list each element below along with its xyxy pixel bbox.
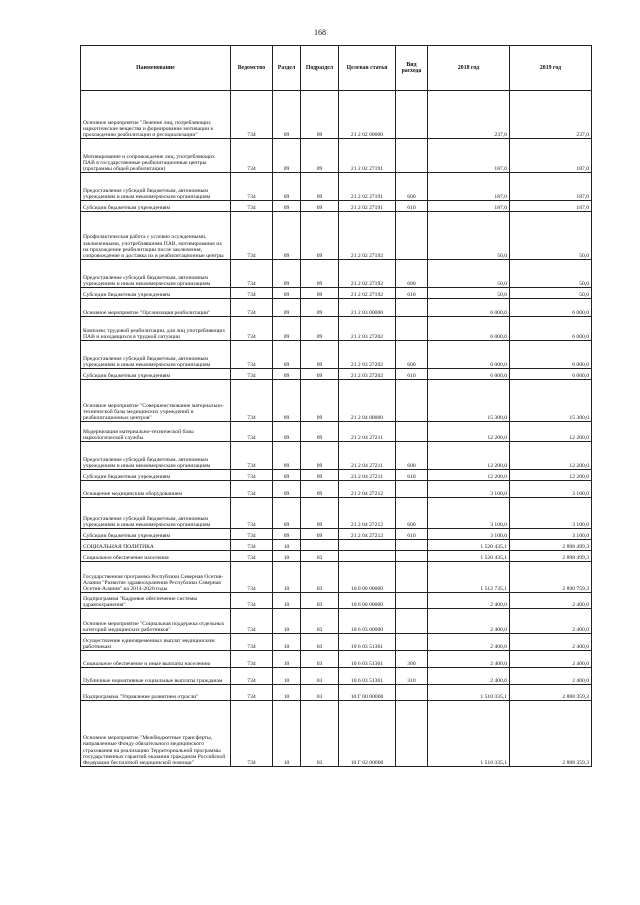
cell-razdel: 10 <box>273 668 301 685</box>
cell-razdel: 09 <box>273 481 301 498</box>
cell-name: Публичные нормативные социальные выплаты гражданам <box>81 668 231 685</box>
cell-ved: 734 <box>231 498 273 529</box>
cell-2018: 6 000,0 <box>428 299 510 317</box>
cell-ved: 734 <box>231 685 273 701</box>
cell-razdel: 09 <box>273 260 301 288</box>
cell-celevaya: 21 2 04 00000 <box>339 380 396 422</box>
cell-celevaya: 10 6 03 00000 <box>339 609 396 634</box>
cell-ved: 734 <box>231 91 273 139</box>
cell-2019: 2 888 359,3 <box>510 701 592 767</box>
budget-table <box>80 45 592 767</box>
cell-2019: 12 200,0 <box>510 470 592 481</box>
cell-name: Предоставление субсидий бюджетным, автономным учреждениям и иным некоммерческим организациям <box>81 498 231 529</box>
cell-2019: 12 200,0 <box>510 442 592 470</box>
cell-razdel: 09 <box>273 299 301 317</box>
cell-name: Предоставление субсидий бюджетным, автономным учреждениям и иным некоммерческим организациям <box>81 173 231 201</box>
header-ved: Ведомство <box>231 46 273 91</box>
cell-celevaya: 21 2 02 27191 <box>339 173 396 201</box>
cell-name: Оснащение медицинским оборудованием <box>81 481 231 498</box>
cell-name: Субсидии бюджетным учреждениям <box>81 470 231 481</box>
cell-celevaya: 10 6 03 51361 <box>339 634 396 651</box>
cell-vid: 610 <box>396 201 428 212</box>
cell-podrazdel: 09 <box>301 481 339 498</box>
cell-podrazdel: 03 <box>301 685 339 701</box>
header-vid: Вид расхода <box>396 46 428 91</box>
table-row <box>81 442 592 470</box>
cell-vid <box>396 481 428 498</box>
cell-name: Субсидии бюджетным учреждениям <box>81 201 231 212</box>
cell-2019: 12 200,0 <box>510 422 592 442</box>
cell-podrazdel: 09 <box>301 139 339 173</box>
cell-2018: 12 200,0 <box>428 470 510 481</box>
cell-celevaya: 21 2 04 27211 <box>339 470 396 481</box>
cell-vid: 610 <box>396 470 428 481</box>
cell-vid <box>396 701 428 767</box>
cell-vid <box>396 212 428 260</box>
cell-2018: 2 400,0 <box>428 609 510 634</box>
cell-name: Модернизация материально-технической базы наркологической службы <box>81 422 231 442</box>
table-row <box>81 422 592 442</box>
cell-vid: 600 <box>396 260 428 288</box>
cell-name: Социальное обеспечение и иные выплаты населению <box>81 651 231 668</box>
table-row <box>81 212 592 260</box>
cell-2018: 1 520 435,1 <box>428 551 510 562</box>
cell-2019: 2 890 759,3 <box>510 562 592 593</box>
cell-ved: 734 <box>231 540 273 551</box>
cell-podrazdel: 03 <box>301 701 339 767</box>
table-body <box>81 91 592 767</box>
table-row <box>81 651 592 668</box>
cell-celevaya: 21 2 02 27191 <box>339 201 396 212</box>
cell-2019: 2 400,0 <box>510 593 592 609</box>
table-row <box>81 341 592 369</box>
cell-celevaya: 21 2 04 27212 <box>339 481 396 498</box>
cell-name: СОЦИАЛЬНАЯ ПОЛИТИКА <box>81 540 231 551</box>
cell-razdel: 10 <box>273 562 301 593</box>
cell-razdel: 09 <box>273 470 301 481</box>
cell-vid: 310 <box>396 668 428 685</box>
cell-2018: 6 000,0 <box>428 369 510 380</box>
cell-podrazdel: 09 <box>301 299 339 317</box>
cell-vid <box>396 593 428 609</box>
cell-ved: 734 <box>231 288 273 299</box>
cell-2018: 187,0 <box>428 201 510 212</box>
table-row <box>81 593 592 609</box>
cell-celevaya: 21 2 04 27212 <box>339 498 396 529</box>
cell-celevaya: 10 Г 02 00000 <box>339 701 396 767</box>
cell-celevaya: 21 2 02 27191 <box>339 139 396 173</box>
cell-razdel: 10 <box>273 551 301 562</box>
cell-celevaya: 10 Г 00 00000 <box>339 685 396 701</box>
table-row <box>81 173 592 201</box>
cell-vid <box>396 540 428 551</box>
cell-ved: 734 <box>231 562 273 593</box>
cell-2018: 1 510 335,1 <box>428 685 510 701</box>
cell-2018: 6 000,0 <box>428 341 510 369</box>
cell-razdel: 09 <box>273 212 301 260</box>
cell-ved: 734 <box>231 201 273 212</box>
cell-name: Профилактическая работа с условно осужденными, заключенными, употреблявшими ПАВ, мотивирование их на прохождение реабилитации после заключения, сопровождение и доставка их в реабилитационные центры <box>81 212 231 260</box>
cell-celevaya: 21 2 02 27192 <box>339 212 396 260</box>
cell-celevaya: 10 0 00 00000 <box>339 562 396 593</box>
cell-2019: 2 898 499,3 <box>510 540 592 551</box>
cell-name: Основное мероприятие "Межбюджетные трансферты, направленные Фонду обязательного медицинского страхования на реализацию Территориальной программы государственных гарантий оказания гражданам Российской Федерации бесплатной медицинской помощи" <box>81 701 231 767</box>
cell-vid <box>396 91 428 139</box>
cell-celevaya: 10 6 03 51361 <box>339 651 396 668</box>
cell-vid <box>396 634 428 651</box>
cell-2018: 187,0 <box>428 173 510 201</box>
table-row <box>81 369 592 380</box>
table-row <box>81 380 592 422</box>
cell-celevaya: 21 2 03 00000 <box>339 299 396 317</box>
header-podrazdel: Подраздел <box>301 46 339 91</box>
cell-2019: 6 000,0 <box>510 317 592 341</box>
cell-2019: 2 400,0 <box>510 651 592 668</box>
cell-ved: 734 <box>231 609 273 634</box>
cell-podrazdel: 09 <box>301 442 339 470</box>
cell-razdel: 10 <box>273 609 301 634</box>
cell-ved: 734 <box>231 481 273 498</box>
cell-vid <box>396 139 428 173</box>
cell-2019: 237,0 <box>510 91 592 139</box>
cell-vid <box>396 685 428 701</box>
cell-razdel: 09 <box>273 173 301 201</box>
cell-name: Государственная программа Республики Северная Осетия-Алания "Развитие здравоохранения Республики Северная Осетия-Алания" на 2014-2020 годы <box>81 562 231 593</box>
cell-ved: 734 <box>231 173 273 201</box>
cell-2018: 3 100,0 <box>428 529 510 540</box>
cell-razdel: 09 <box>273 201 301 212</box>
cell-2018: 237,0 <box>428 91 510 139</box>
cell-celevaya: 21 2 03 27202 <box>339 369 396 380</box>
cell-ved: 734 <box>231 139 273 173</box>
cell-razdel: 10 <box>273 593 301 609</box>
cell-ved: 734 <box>231 593 273 609</box>
cell-name: Комплекс трудовой реабилитации, для лиц употребляющих ПАВ и находящихся в трудной ситуации <box>81 317 231 341</box>
cell-podrazdel: 09 <box>301 498 339 529</box>
cell-name: Осуществление единовременных выплат медицинским работникам <box>81 634 231 651</box>
cell-vid: 610 <box>396 288 428 299</box>
page-number: 168 <box>314 28 326 37</box>
cell-podrazdel: 09 <box>301 341 339 369</box>
cell-podrazdel: 03 <box>301 609 339 634</box>
table-header-row <box>81 46 592 91</box>
cell-razdel: 09 <box>273 380 301 422</box>
cell-name: Подпрограмма "Управление развитием отрасли" <box>81 685 231 701</box>
cell-podrazdel: 09 <box>301 260 339 288</box>
header-razdel: Раздел <box>273 46 301 91</box>
cell-razdel: 10 <box>273 701 301 767</box>
cell-razdel: 10 <box>273 540 301 551</box>
cell-celevaya: 21 2 03 27202 <box>339 317 396 341</box>
cell-name: Подпрограмма "Кадровое обеспечение системы здравоохранения" <box>81 593 231 609</box>
cell-podrazdel: 09 <box>301 380 339 422</box>
cell-ved: 734 <box>231 634 273 651</box>
cell-name: Предоставление субсидий бюджетным, автономным учреждениям и иным некоммерческим организациям <box>81 260 231 288</box>
cell-2019: 50,0 <box>510 212 592 260</box>
cell-2019: 2 400,0 <box>510 634 592 651</box>
cell-vid: 300 <box>396 651 428 668</box>
cell-ved: 734 <box>231 317 273 341</box>
cell-podrazdel: 09 <box>301 288 339 299</box>
cell-ved: 734 <box>231 668 273 685</box>
cell-podrazdel: 09 <box>301 422 339 442</box>
cell-celevaya: 21 2 04 27212 <box>339 529 396 540</box>
cell-2019: 6 000,0 <box>510 299 592 317</box>
cell-2018: 12 200,0 <box>428 422 510 442</box>
cell-podrazdel: 09 <box>301 201 339 212</box>
table-row <box>81 529 592 540</box>
cell-celevaya: 21 2 02 27192 <box>339 288 396 299</box>
cell-vid <box>396 551 428 562</box>
cell-ved: 734 <box>231 299 273 317</box>
cell-vid <box>396 609 428 634</box>
cell-vid: 610 <box>396 369 428 380</box>
cell-podrazdel: 09 <box>301 212 339 260</box>
cell-ved: 734 <box>231 651 273 668</box>
cell-razdel: 10 <box>273 685 301 701</box>
cell-razdel: 09 <box>273 288 301 299</box>
cell-podrazdel: 03 <box>301 551 339 562</box>
cell-2019: 6 000,0 <box>510 369 592 380</box>
cell-2018: 50,0 <box>428 260 510 288</box>
cell-ved: 734 <box>231 212 273 260</box>
table-row <box>81 685 592 701</box>
cell-name: Субсидии бюджетным учреждениям <box>81 369 231 380</box>
cell-name: Основное мероприятие "Лечение лиц, потребляющих наркотические вещества и формирование мотивации к прохождению реабилитации и ресоциализации" <box>81 91 231 139</box>
cell-2018: 1 520 435,1 <box>428 540 510 551</box>
cell-vid <box>396 562 428 593</box>
cell-ved: 734 <box>231 470 273 481</box>
cell-vid <box>396 380 428 422</box>
cell-name: Предоставление субсидий бюджетным, автономным учреждениям и иным некоммерческим организациям <box>81 442 231 470</box>
table-row <box>81 470 592 481</box>
table-row <box>81 562 592 593</box>
cell-podrazdel: 09 <box>301 529 339 540</box>
cell-name: Предоставление субсидий бюджетным, автономным учреждениям и иным некоммерческим организациям <box>81 341 231 369</box>
cell-ved: 734 <box>231 260 273 288</box>
header-celevaya: Целевая статья <box>339 46 396 91</box>
table-row <box>81 139 592 173</box>
cell-2019: 3 100,0 <box>510 498 592 529</box>
cell-razdel: 09 <box>273 442 301 470</box>
cell-podrazdel: 09 <box>301 317 339 341</box>
cell-name: Основное мероприятие "Социальная поддержка отдельных категорий медицинских работников" <box>81 609 231 634</box>
cell-name: Субсидии бюджетным учреждениям <box>81 288 231 299</box>
header-2019: 2019 год <box>510 46 592 91</box>
cell-vid <box>396 422 428 442</box>
cell-2018: 15 300,0 <box>428 380 510 422</box>
cell-podrazdel <box>301 540 339 551</box>
cell-2018: 2 400,0 <box>428 593 510 609</box>
cell-2019: 2 400,0 <box>510 668 592 685</box>
cell-2018: 1 512 735,1 <box>428 562 510 593</box>
cell-2019: 6 000,0 <box>510 341 592 369</box>
cell-vid <box>396 317 428 341</box>
cell-ved: 734 <box>231 341 273 369</box>
cell-ved: 734 <box>231 551 273 562</box>
cell-podrazdel: 09 <box>301 173 339 201</box>
cell-razdel: 09 <box>273 422 301 442</box>
cell-name: Мотивирование и сопровождение лиц, употребляющих ПАВ в государственные реабилитационные центры (программы общей реабилитации) <box>81 139 231 173</box>
cell-name: Субсидии бюджетным учреждениям <box>81 529 231 540</box>
cell-celevaya: 10 6 03 51361 <box>339 668 396 685</box>
table-row <box>81 498 592 529</box>
cell-2018: 50,0 <box>428 212 510 260</box>
cell-celevaya <box>339 551 396 562</box>
table-row <box>81 299 592 317</box>
cell-2019: 3 100,0 <box>510 529 592 540</box>
table-row <box>81 609 592 634</box>
cell-podrazdel: 03 <box>301 634 339 651</box>
cell-vid: 610 <box>396 529 428 540</box>
cell-2018: 3 100,0 <box>428 481 510 498</box>
cell-2019: 15 300,0 <box>510 380 592 422</box>
cell-2018: 50,0 <box>428 288 510 299</box>
cell-razdel: 09 <box>273 139 301 173</box>
table-row <box>81 201 592 212</box>
cell-ved: 734 <box>231 529 273 540</box>
cell-2018: 2 400,0 <box>428 668 510 685</box>
table-row <box>81 540 592 551</box>
header-2018: 2018 год <box>428 46 510 91</box>
cell-razdel: 09 <box>273 529 301 540</box>
table-row <box>81 91 592 139</box>
table-row <box>81 260 592 288</box>
cell-vid: 600 <box>396 341 428 369</box>
cell-2019: 3 100,0 <box>510 481 592 498</box>
cell-2018: 3 100,0 <box>428 498 510 529</box>
cell-2018: 2 400,0 <box>428 634 510 651</box>
cell-ved: 734 <box>231 442 273 470</box>
table-row <box>81 551 592 562</box>
cell-celevaya: 21 2 02 27192 <box>339 260 396 288</box>
cell-ved: 734 <box>231 380 273 422</box>
cell-2019: 187,0 <box>510 139 592 173</box>
cell-podrazdel: 09 <box>301 470 339 481</box>
cell-podrazdel: 03 <box>301 651 339 668</box>
cell-podrazdel: 03 <box>301 562 339 593</box>
cell-celevaya: 21 2 03 27202 <box>339 341 396 369</box>
cell-name: Основное мероприятие "Организация реабилитации" <box>81 299 231 317</box>
cell-celevaya: 21 2 04 27211 <box>339 422 396 442</box>
cell-2019: 50,0 <box>510 288 592 299</box>
cell-vid: 600 <box>396 173 428 201</box>
cell-2018: 6 000,0 <box>428 317 510 341</box>
cell-ved: 734 <box>231 701 273 767</box>
cell-celevaya <box>339 540 396 551</box>
cell-celevaya: 21 2 04 27211 <box>339 442 396 470</box>
table-row <box>81 481 592 498</box>
cell-vid <box>396 299 428 317</box>
cell-celevaya: 10 6 00 00000 <box>339 593 396 609</box>
cell-2019: 187,0 <box>510 173 592 201</box>
cell-name: Основное мероприятие "Совершенствование материально-технической базы медицинских учреждений и реабилитационных центров" <box>81 380 231 422</box>
cell-razdel: 09 <box>273 341 301 369</box>
cell-razdel: 09 <box>273 91 301 139</box>
cell-2018: 1 510 335,1 <box>428 701 510 767</box>
cell-vid: 600 <box>396 498 428 529</box>
cell-podrazdel: 03 <box>301 593 339 609</box>
cell-podrazdel: 09 <box>301 369 339 380</box>
cell-2019: 50,0 <box>510 260 592 288</box>
cell-ved: 734 <box>231 369 273 380</box>
cell-razdel: 10 <box>273 651 301 668</box>
table-row <box>81 288 592 299</box>
cell-celevaya: 21 2 02 00000 <box>339 91 396 139</box>
cell-razdel: 10 <box>273 634 301 651</box>
cell-podrazdel: 03 <box>301 668 339 685</box>
cell-razdel: 09 <box>273 498 301 529</box>
cell-2019: 2 888 359,3 <box>510 685 592 701</box>
cell-razdel: 09 <box>273 369 301 380</box>
header-name: Наименование <box>81 46 231 91</box>
table-row <box>81 317 592 341</box>
cell-2019: 2 400,0 <box>510 609 592 634</box>
cell-razdel: 09 <box>273 317 301 341</box>
cell-2019: 187,0 <box>510 201 592 212</box>
cell-2019: 2 898 499,3 <box>510 551 592 562</box>
cell-2018: 12 200,0 <box>428 442 510 470</box>
cell-vid: 600 <box>396 442 428 470</box>
table-row <box>81 668 592 685</box>
table-row <box>81 701 592 767</box>
cell-ved: 734 <box>231 422 273 442</box>
cell-podrazdel: 09 <box>301 91 339 139</box>
cell-2018: 187,0 <box>428 139 510 173</box>
cell-2018: 2 400,0 <box>428 651 510 668</box>
table-row <box>81 634 592 651</box>
cell-name: Социальное обеспечение населения <box>81 551 231 562</box>
